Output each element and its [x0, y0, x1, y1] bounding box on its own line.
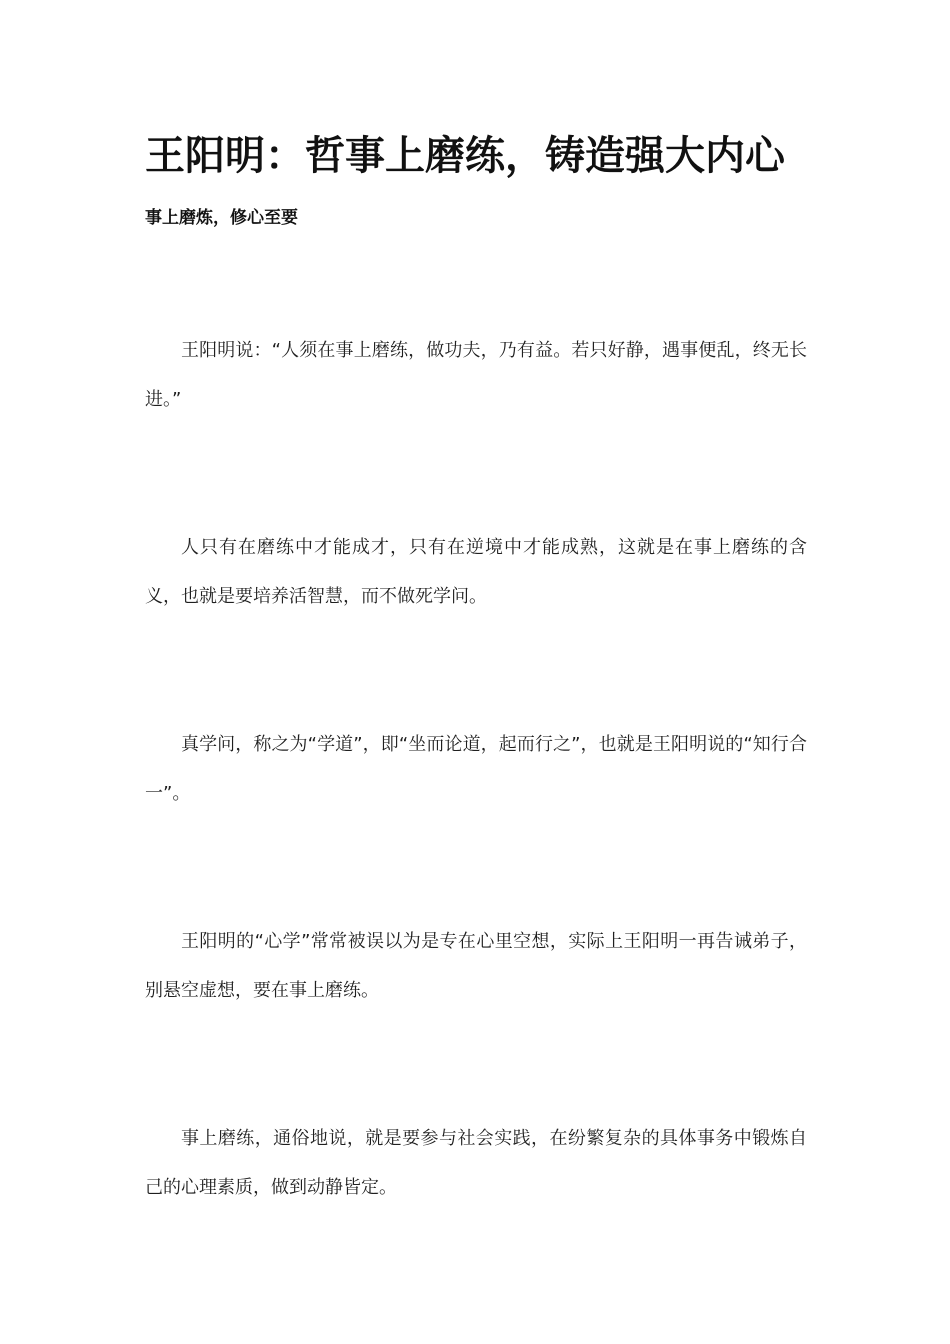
paragraph-3: 真学问，称之为“学道”，即“坐而论道，起而行之”，也就是王阳明说的“知行合一”。 [145, 734, 807, 804]
paragraph-5: 事上磨练，通俗地说，就是要参与社会实践，在纷繁复杂的具体事务中锻炼自己的心理素质，做到动静皆定。 [145, 1128, 807, 1198]
paragraph-4: 王阳明的“心学”常常被误以为是专在心里空想，实际上王阳明一再告诫弟子，别悬空虚想，要在事上磨练。 [145, 931, 807, 1001]
article-title: 王阳明：哲事上磨练，铸造强大内心 [145, 133, 785, 179]
paragraph-1: 王阳明说：“人须在事上磨练，做功夫，乃有益。若只好静，遇事便乱，终无长进。” [145, 340, 807, 410]
paragraph-2: 人只有在磨练中才能成才，只有在逆境中才能成熟，这就是在事上磨练的含义，也就是要培养活智慧，而不做死学问。 [145, 537, 807, 607]
article-subtitle: 事上磨炼，修心至要 [145, 208, 298, 228]
document-page [145, 128, 807, 1212]
